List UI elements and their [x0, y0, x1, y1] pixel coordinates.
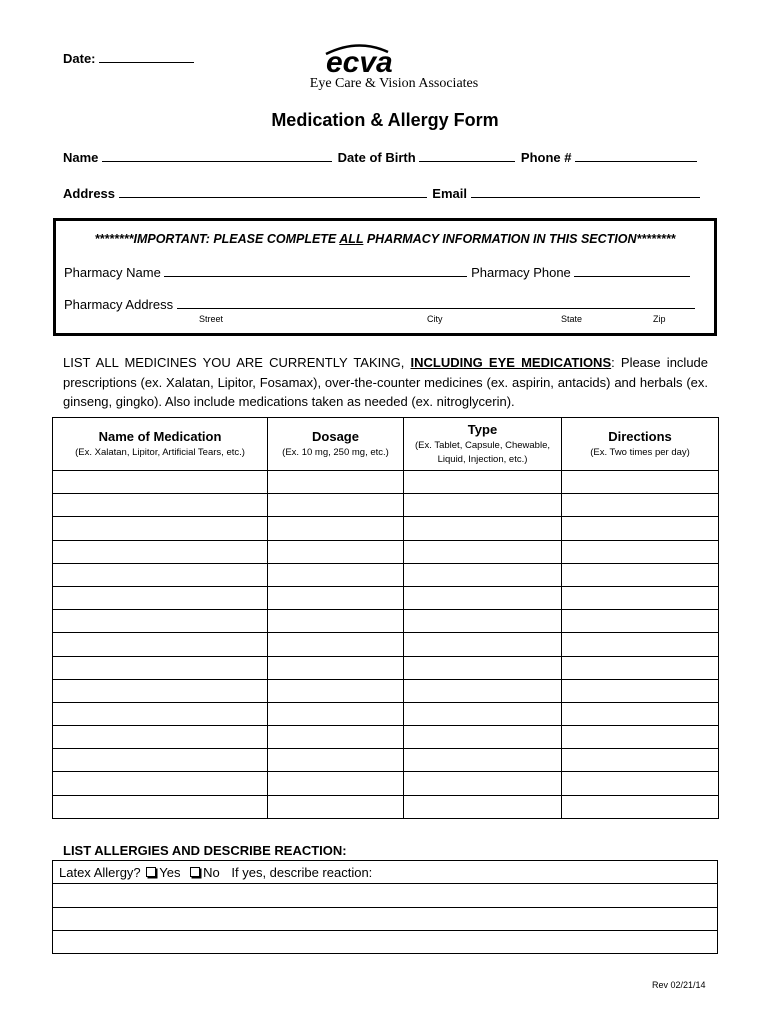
allergy-cell[interactable] — [53, 907, 718, 930]
directions-cell[interactable] — [562, 656, 719, 679]
medication-instructions — [63, 353, 708, 412]
medication-row — [53, 772, 719, 795]
dosage-cell[interactable] — [268, 633, 404, 656]
col-title: Type — [467, 421, 498, 437]
instructions-part2: : Please include prescriptions (ex. Xalatan, Lipitor, Fosamax), over-the-counter medicines (ex. aspirin, antacids) and herbals (ex. ginseng, gingko). Also include medications taken as needed (ex. nitroglycerin). — [63, 355, 709, 409]
type-cell[interactable] — [404, 471, 562, 494]
zip-sublabel: Zip — [653, 314, 666, 324]
medication-name-cell[interactable] — [53, 726, 268, 749]
instructions-part1: LIST ALL MEDICINES YOU ARE CURRENTLY TAKING, — [63, 355, 411, 370]
medication-name-cell[interactable] — [53, 517, 268, 540]
dosage-cell[interactable] — [268, 471, 404, 494]
directions-cell[interactable] — [562, 795, 719, 818]
ecva-logo-mark — [318, 42, 458, 78]
medication-name-cell[interactable] — [53, 610, 268, 633]
dosage-cell[interactable] — [268, 656, 404, 679]
medication-table-body — [53, 471, 719, 819]
allergy-row — [53, 930, 718, 953]
date-input-line[interactable] — [99, 50, 194, 63]
directions-cell[interactable] — [562, 563, 719, 586]
medication-table — [52, 417, 719, 819]
type-cell[interactable] — [404, 540, 562, 563]
patient-name-row — [63, 149, 697, 165]
dosage-cell[interactable] — [268, 517, 404, 540]
revision-date: Rev 02/21/14 — [652, 980, 706, 990]
col-header-type — [404, 418, 562, 471]
directions-cell[interactable] — [562, 726, 719, 749]
dosage-cell[interactable] — [268, 726, 404, 749]
dosage-cell[interactable] — [268, 702, 404, 725]
dosage-cell[interactable] — [268, 772, 404, 795]
dosage-cell[interactable] — [268, 679, 404, 702]
latex-allergy-row — [53, 861, 718, 884]
directions-cell[interactable] — [562, 517, 719, 540]
allergy-heading: LIST ALLERGIES AND DESCRIBE REACTION: — [63, 843, 347, 858]
type-cell[interactable] — [404, 633, 562, 656]
directions-cell[interactable] — [562, 772, 719, 795]
latex-allergy-cell[interactable] — [53, 861, 718, 884]
pharmacy-address-row — [64, 296, 695, 312]
col-title: Dosage — [312, 428, 359, 444]
type-cell[interactable] — [404, 702, 562, 725]
latex-yes-label: Yes — [159, 864, 181, 880]
type-cell[interactable] — [404, 795, 562, 818]
address-input-line[interactable] — [119, 185, 427, 198]
instructions-emphasis: INCLUDING EYE MEDICATIONS — [410, 355, 612, 370]
medication-row — [53, 726, 719, 749]
street-sublabel: Street — [199, 314, 224, 324]
dob-label: Date of Birth — [337, 150, 416, 165]
medication-row — [53, 749, 719, 772]
allergy-row — [53, 907, 718, 930]
latex-no-label: No — [203, 864, 220, 880]
medication-name-cell[interactable] — [53, 471, 268, 494]
dosage-cell[interactable] — [268, 494, 404, 517]
latex-yes-checkbox[interactable] — [146, 867, 156, 877]
dosage-cell[interactable] — [268, 749, 404, 772]
name-label: Name — [63, 150, 99, 165]
medication-name-cell[interactable] — [53, 563, 268, 586]
name-input-line[interactable] — [102, 149, 332, 162]
medication-name-cell[interactable] — [53, 633, 268, 656]
date-field — [63, 50, 194, 66]
latex-describe-label: If yes, describe reaction: — [231, 864, 373, 880]
medication-row — [53, 633, 719, 656]
medication-name-cell[interactable] — [53, 795, 268, 818]
patient-address-row — [63, 185, 700, 201]
type-cell[interactable] — [404, 749, 562, 772]
medication-name-cell[interactable] — [53, 702, 268, 725]
state-sublabel: State — [561, 314, 583, 324]
dob-input-line[interactable] — [419, 149, 515, 162]
pharmacy-section — [53, 218, 717, 336]
phone-input-line[interactable] — [575, 149, 697, 162]
directions-cell[interactable] — [562, 471, 719, 494]
medication-row — [53, 795, 719, 818]
form-title: Medication & Allergy Form — [271, 110, 499, 130]
type-cell[interactable] — [404, 586, 562, 609]
directions-cell[interactable] — [562, 679, 719, 702]
medication-table-header — [53, 418, 719, 471]
allergy-row — [53, 884, 718, 907]
medication-name-cell[interactable] — [53, 586, 268, 609]
type-cell[interactable] — [404, 656, 562, 679]
col-header-directions — [562, 418, 719, 471]
directions-cell[interactable] — [562, 540, 719, 563]
notice-suffix: PHARMACY INFORMATION IN THIS SECTION******** — [363, 232, 676, 246]
type-cell[interactable] — [404, 610, 562, 633]
directions-cell[interactable] — [562, 610, 719, 633]
type-cell[interactable] — [404, 494, 562, 517]
medication-row — [53, 656, 719, 679]
pharmacy-address-input-line[interactable] — [177, 296, 695, 309]
col-subtitle: (Ex. 10 mg, 250 mg, etc.) — [282, 446, 389, 458]
pharmacy-address-label: Pharmacy Address — [64, 297, 174, 312]
directions-cell[interactable] — [562, 702, 719, 725]
pharmacy-phone-input-line[interactable] — [574, 264, 690, 277]
col-title: Directions — [608, 428, 672, 444]
col-header-name — [53, 418, 268, 471]
type-cell[interactable] — [404, 679, 562, 702]
medication-row — [53, 471, 719, 494]
allergy-cell[interactable] — [53, 884, 718, 907]
dosage-cell[interactable] — [268, 540, 404, 563]
pharmacy-name-label: Pharmacy Name — [64, 265, 161, 280]
medication-row — [53, 494, 719, 517]
notice-emphasis: ALL — [339, 232, 364, 246]
directions-cell[interactable] — [562, 586, 719, 609]
type-cell[interactable] — [404, 517, 562, 540]
address-label: Address — [63, 186, 116, 201]
city-sublabel: City — [427, 314, 443, 324]
pharmacy-important-notice — [56, 232, 714, 246]
type-cell[interactable] — [404, 563, 562, 586]
phone-label: Phone # — [520, 150, 572, 165]
type-cell[interactable] — [404, 772, 562, 795]
col-subtitle: (Ex. Two times per day) — [590, 446, 690, 458]
medication-row — [53, 563, 719, 586]
directions-cell[interactable] — [562, 749, 719, 772]
directions-cell[interactable] — [562, 633, 719, 656]
dosage-cell[interactable] — [268, 610, 404, 633]
logo-subtitle: Eye Care & Vision Associates — [309, 76, 479, 91]
pharmacy-name-row — [64, 264, 690, 280]
dosage-cell[interactable] — [268, 586, 404, 609]
medication-row — [53, 702, 719, 725]
medication-row — [53, 540, 719, 563]
col-subtitle: (Ex. Xalatan, Lipitor, Artificial Tears, etc.) — [75, 446, 245, 458]
email-label: Email — [432, 186, 467, 201]
latex-allergy-label: Latex Allergy? — [59, 864, 141, 880]
dosage-cell[interactable] — [268, 563, 404, 586]
medication-row — [53, 517, 719, 540]
col-subtitle: (Ex. Tablet, Capsule, Chewable, Liquid, Injection, etc.) — [414, 439, 550, 465]
col-title: Name of Medication — [98, 428, 222, 444]
allergy-table — [52, 860, 718, 954]
pharmacy-name-input-line[interactable] — [164, 264, 467, 277]
medication-name-cell[interactable] — [53, 679, 268, 702]
medication-name-cell[interactable] — [53, 749, 268, 772]
svg-text:ecva: ecva — [326, 46, 393, 78]
email-input-line[interactable] — [471, 185, 700, 198]
medication-name-cell[interactable] — [53, 494, 268, 517]
directions-cell[interactable] — [562, 494, 719, 517]
medication-name-cell[interactable] — [53, 772, 268, 795]
date-label: Date: — [63, 51, 96, 66]
medication-name-cell[interactable] — [53, 540, 268, 563]
pharmacy-phone-label: Pharmacy Phone — [471, 265, 571, 280]
type-cell[interactable] — [404, 726, 562, 749]
dosage-cell[interactable] — [268, 795, 404, 818]
latex-no-checkbox[interactable] — [190, 867, 200, 877]
medication-row — [53, 610, 719, 633]
allergy-cell[interactable] — [53, 930, 718, 953]
col-header-dosage — [268, 418, 404, 471]
medication-row — [53, 586, 719, 609]
medication-row — [53, 679, 719, 702]
medication-name-cell[interactable] — [53, 656, 268, 679]
notice-prefix: ********IMPORTANT: PLEASE COMPLETE — [94, 232, 340, 246]
